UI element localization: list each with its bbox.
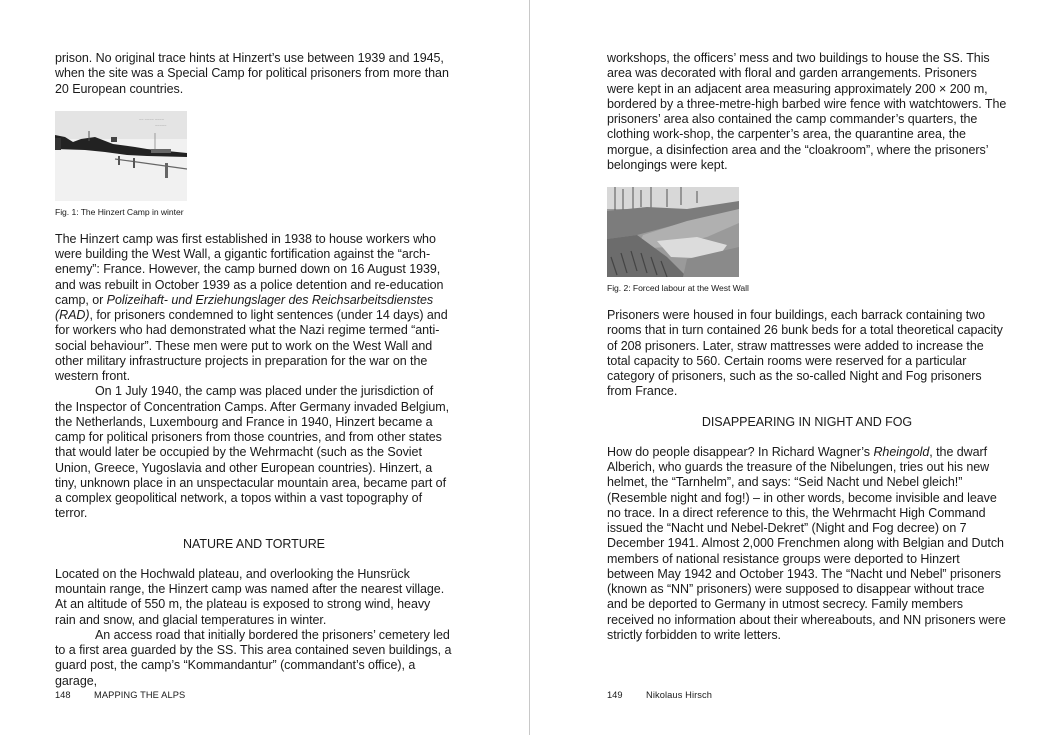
winter-camp-image: [55, 111, 187, 201]
section-heading: NATURE AND TORTURE: [183, 536, 325, 551]
paragraph: Prisoners were housed in four buildings, each barrack containing two rooms that in turn contained 26 bunk beds for a total theoretical capacity of 208 prisoners. Later, straw mattresses were added to increase the total capacity to 560. Certain rooms were reserved for a particular category of prisoners, such as the so-called Night and Fog prisoners from France.: [607, 308, 1003, 399]
left-page: [0, 0, 529, 735]
svg-text:~~ ~~~~ ~~~~: ~~ ~~~~ ~~~~: [139, 116, 164, 122]
paragraph: An access road that initially bordered the prisoners’ cemetery led to a first area guarded by the SS. This area contained seven buildings, a guard post, the camp’s “Kommandantur” (commandant’s office), a garage,: [55, 627, 452, 688]
paragraph: Located on the Hochwald plateau, and overlooking the Hunsrück mountain range, the Hinzert camp was named after the nearest village. At an altitude of 550 m, the plateau is exposed to strong wind, heavy rain and snow, and glacial temperatures in winter.: [55, 566, 445, 627]
text-run: , for prisoners condemned to light sentences (under 14 days) and for workers who had demonstrated what the Nazi regime termed “anti-social behaviour”. These men were put to work on the West Wall and other military infrastructure projects in preparation for the war on the western front.: [55, 308, 448, 383]
right-page: [530, 0, 1059, 735]
author-name: Nikolaus Hirsch: [646, 690, 713, 700]
text-run: The Hinzert camp was first established in 1938 to house workers who were building the West Wall, a gigantic fortification against the “arch-enemy”: France. However, the camp burned down on 16 August 1939, and was rebuilt in October 1939 as a police detention and re-education camp, or: [55, 231, 444, 307]
west-wall-labour-photo: [607, 187, 739, 277]
italic-term: Polizeihaft- und Erziehungslager des Reichsarbeitsdienstes (RAD): [55, 292, 434, 322]
figure-caption: Fig. 2: Forced labour at the West Wall: [607, 283, 749, 293]
paragraph: On 1 July 1940, the camp was placed under the jurisdiction of the Inspector of Concentration Camps. After Germany invaded Belgium, the Netherlands, Luxembourg and France in 1940, Hinzert became a camp for political prisoners from those countries, and from other states that would later be occupied by the Wehrmacht (such as the Soviet Union, Greece, Yugoslavia and other European countries). Hinzert, a tiny, unknown place in an unspectacular mountain area, became part of a complex geopolitical network, a topos within a vast topography of terror.: [55, 384, 450, 521]
page-footer: [55, 690, 185, 701]
right-text-column: [607, 51, 1007, 643]
paragraph: prison. No original trace hints at Hinzert’s use between 1939 and 1945, when the site was a Special Camp for political prisoners from more than 20 European countries.: [55, 51, 449, 96]
text-run: , the dwarf Alberich, who guards the treasure of the Nibelungen, tries out his new helmet, the “Tarnhelm”, and says: “Seid Nacht und Nebel gleich!” (Resemble night and fog!) – in other words, become invisible and leave no trace. In a direct reference to this, the Wehrmacht High Command issued the “Nacht und Nebel-Dekret” (Night and Fog decree) on 7 December 1941. Almost 2,000 Frenchmen along with Belgian and Dutch members of national resistance groups were deported to Hinzert between May 1942 and October 1943. The “Nacht und Nebel” prisoners (known as “NN” prisoners) were supposed to disappear without trace and be deported to Germany in utmost secrecy. Family members received no information about their whereabouts, and NN prisoners were strictly forbidden to write letters.: [607, 444, 1006, 642]
section-heading: DISAPPEARING IN NIGHT AND FOG: [701, 414, 913, 429]
paragraph: workshops, the officers’ mess and two buildings to house the SS. This area was decorated with floral and garden arrangements. Prisoners were kept in an adjacent area measuring approximately 200 × 200 m, bordered by a three-metre-high barbed wire fence with watchtowers. The prisoners’ area also contained the camp commander’s quarters, the clothing work-shop, the carpenter’s area, the quarantine area, the morgue, a disinfection area and the “cloakroom”, where the prisoners’ belongings were kept.: [607, 51, 1007, 172]
left-text-column: [55, 51, 453, 689]
figure-caption: Fig. 1: The Hinzert Camp in winter: [55, 206, 184, 217]
west-wall-image: [607, 187, 739, 277]
svg-text:~~~~~: ~~~~~: [155, 122, 167, 128]
figure-2: [607, 187, 1007, 294]
page-number: 149: [607, 690, 623, 700]
page-number: 148: [55, 690, 71, 700]
running-head: MAPPING THE ALPS: [94, 690, 186, 700]
figure-1: [55, 111, 453, 218]
page-footer: [607, 690, 712, 701]
italic-title: Rheingold: [873, 444, 930, 459]
text-run: How do people disappear? In Richard Wagner’s: [607, 444, 874, 459]
paragraph: [607, 445, 1007, 643]
winter-camp-photo: [55, 111, 187, 201]
paragraph: [55, 232, 453, 385]
